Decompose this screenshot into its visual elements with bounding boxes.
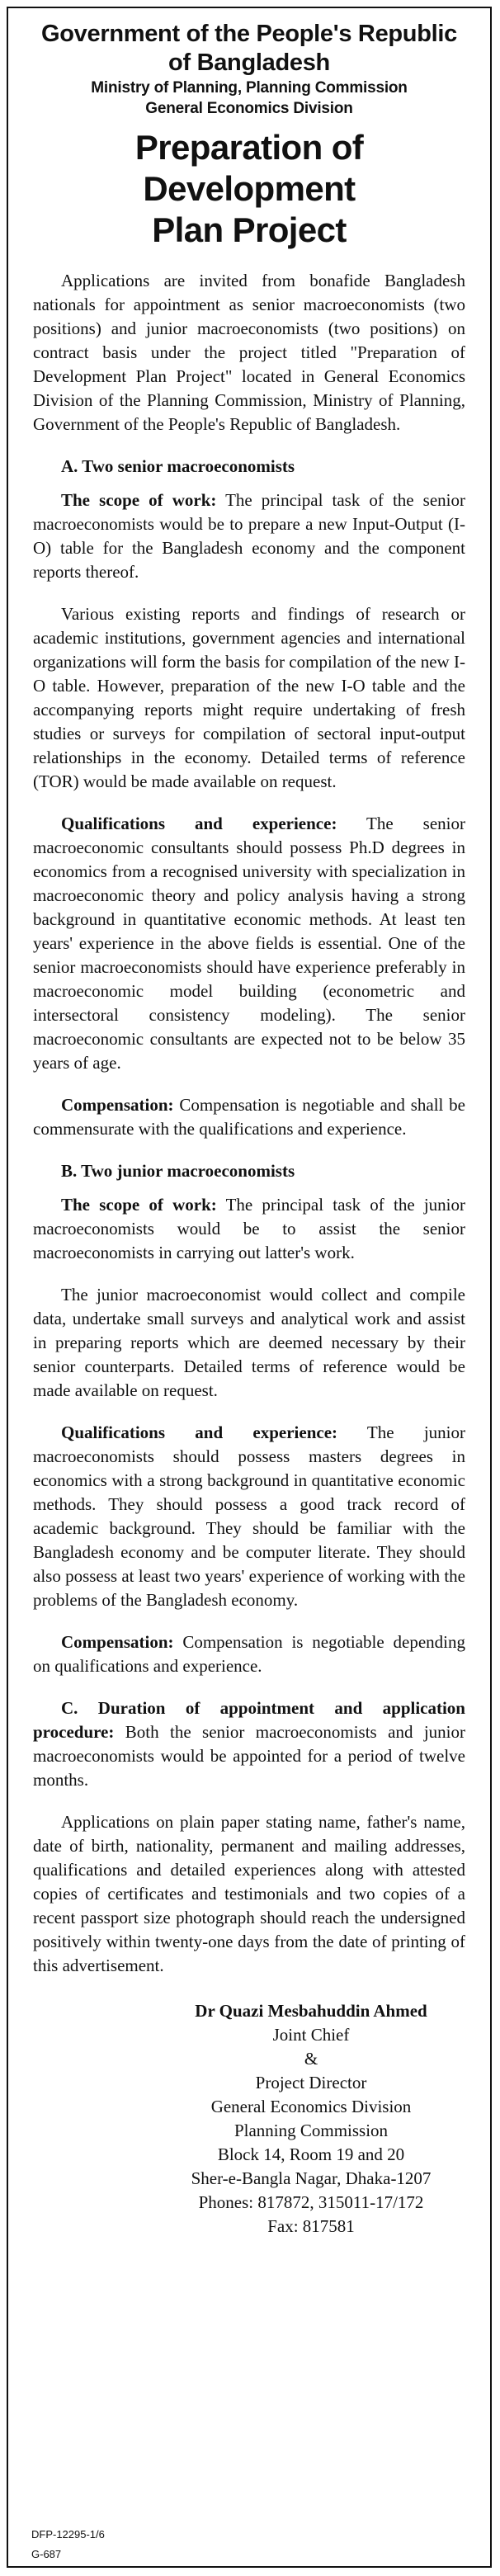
signatory-commission: Planning Commission <box>233 2121 389 2140</box>
section-b-scope <box>33 1193 465 1265</box>
dfp-code: DFP-12295-1/6 <box>31 2528 105 2541</box>
g-code: G-687 <box>31 2548 62 2560</box>
section-a-scope-text: The principal task of the senior macroeconomists would be to prepare a new Input-Output (I-O) table for the Bangladesh economy and the component reports thereof. <box>33 490 465 582</box>
ministry-heading: Ministry of Planning, Planning Commission <box>91 79 408 97</box>
project-title <box>33 127 465 251</box>
signatory-role2: Project Director <box>255 2073 367 2092</box>
section-c-duration <box>33 1696 465 1792</box>
application-paragraph: Applications on plain paper stating name, father's name, date of birth, nationality, permanent and mailing addresses, qualifications and detailed experiences along with attested copies of certificates and testimonials and two copies of a recent passport size photograph should reach the undersigned positively within twenty-one days from the date of printing of this advertisement. <box>33 1812 465 1975</box>
section-c-heading: C. Duration of appointment and application procedure: <box>33 1698 465 1742</box>
section-b-comp-text: Compensation is negotiable depending on qualifications and experience. <box>33 1632 465 1676</box>
section-a-qualifications <box>33 812 465 1075</box>
section-a-qual-text: The senior macroeconomic consultants should possess Ph.D degrees in economics from a recognised university with specialization in macroeconomic theory and policy analysis having a strong background in quantitative economic methods. At least ten years' experience in the above fields is essential. One of the senior macroeconomists should have experience preferably in macroeconomic model building (econometric and intersectoral consistency modeling). The senior macroeconomic consultants are expected not to be below 35 years of age. <box>33 814 466 1073</box>
intro-paragraph: Applications are invited from bonafide Bangladesh nationals for appointment as senior macroeconomists (two positions) and junior macroeconomists (two positions) on contract basis under the project titled "Preparation of Development Plan Project" located in General Economics Division of the Planning Commission, Ministry of Planning, Government of the People's Republic of Bangladesh. <box>33 271 465 434</box>
division-heading: General Economics Division <box>145 100 353 117</box>
section-a-scope-label: The scope of work: <box>61 490 217 510</box>
signature-block <box>33 1999 465 2239</box>
advertisement-body <box>8 8 490 2239</box>
section-b-qual-text: The junior macroeconomists should possess masters degrees in economics with a strong background in quantitative economic methods. They should possess a good track record of academic background. They should be familiar with the Bangladesh economy and be computer literate. They should also possess at least two years' experience of working with the problems of the Bangladesh economy. <box>33 1422 466 1610</box>
signatory-role1: Joint Chief <box>272 2025 350 2045</box>
government-heading-line1: Government of the People's Republic <box>41 21 457 47</box>
advertisement-frame <box>7 7 492 2568</box>
signatory-phones: Phones: 817872, 315011-17/172 <box>198 2192 424 2212</box>
section-a-comp-text: Compensation is negotiable and shall be commensurate with the qualifications and experience. <box>33 1095 465 1139</box>
project-title-line1: Preparation of Development <box>134 128 364 208</box>
section-a-scope <box>33 488 465 584</box>
section-b-compensation <box>33 1630 465 1678</box>
section-b-scope-label: The scope of work: <box>61 1195 217 1215</box>
section-a-scope-more: Various existing reports and findings of research or academic institutions, government agencies and international organizations will form the basis for compilation of the new I-O table. However, preparation of the new I-O table and the accompanying reports might require undertaking of fresh studies or surveys for compilation of sectoral input-output relationships in the economy. Detailed terms of reference (TOR) would be made available on request. <box>33 604 465 791</box>
section-b-qualifications <box>33 1421 465 1612</box>
section-b-comp-label: Compensation: <box>61 1632 174 1652</box>
signatory-ampersand: & <box>304 2049 318 2069</box>
section-b-heading: B. Two junior macroeconomists <box>61 1161 295 1181</box>
signatory-name: Dr Quazi Mesbahuddin Ahmed <box>195 2001 427 2021</box>
section-b-qual-label: Qualifications and experience: <box>61 1422 338 1442</box>
section-a-compensation <box>33 1093 465 1141</box>
signatory-division: General Economics Division <box>210 2097 412 2116</box>
section-b-scope-more: The junior macroeconomist would collect and compile data, undertake small surveys and analytical work and assist in preparing reports which are deemed necessary by their senior counterparts. Detailed terms of reference would be made available on request. <box>33 1285 465 1400</box>
signatory-fax: Fax: 817581 <box>267 2216 355 2236</box>
government-heading-line2: of Bangladesh <box>168 50 330 76</box>
section-c-text: Both the senior macroeconomists and junior macroeconomists would be appointed for a period of twelve months. <box>33 1722 465 1790</box>
signatory-room: Block 14, Room 19 and 20 <box>217 2144 405 2164</box>
signatory-address: Sher-e-Bangla Nagar, Dhaka-1207 <box>191 2168 432 2188</box>
section-a-heading: A. Two senior macroeconomists <box>61 456 295 476</box>
section-a-qual-label: Qualifications and experience: <box>61 814 337 833</box>
section-b-scope-text: The principal task of the junior macroeconomists would be to assist the senior macroeconomists in carrying out latter's work. <box>33 1195 466 1262</box>
section-a-comp-label: Compensation: <box>61 1095 174 1115</box>
project-title-line2: Plan Project <box>152 210 347 249</box>
